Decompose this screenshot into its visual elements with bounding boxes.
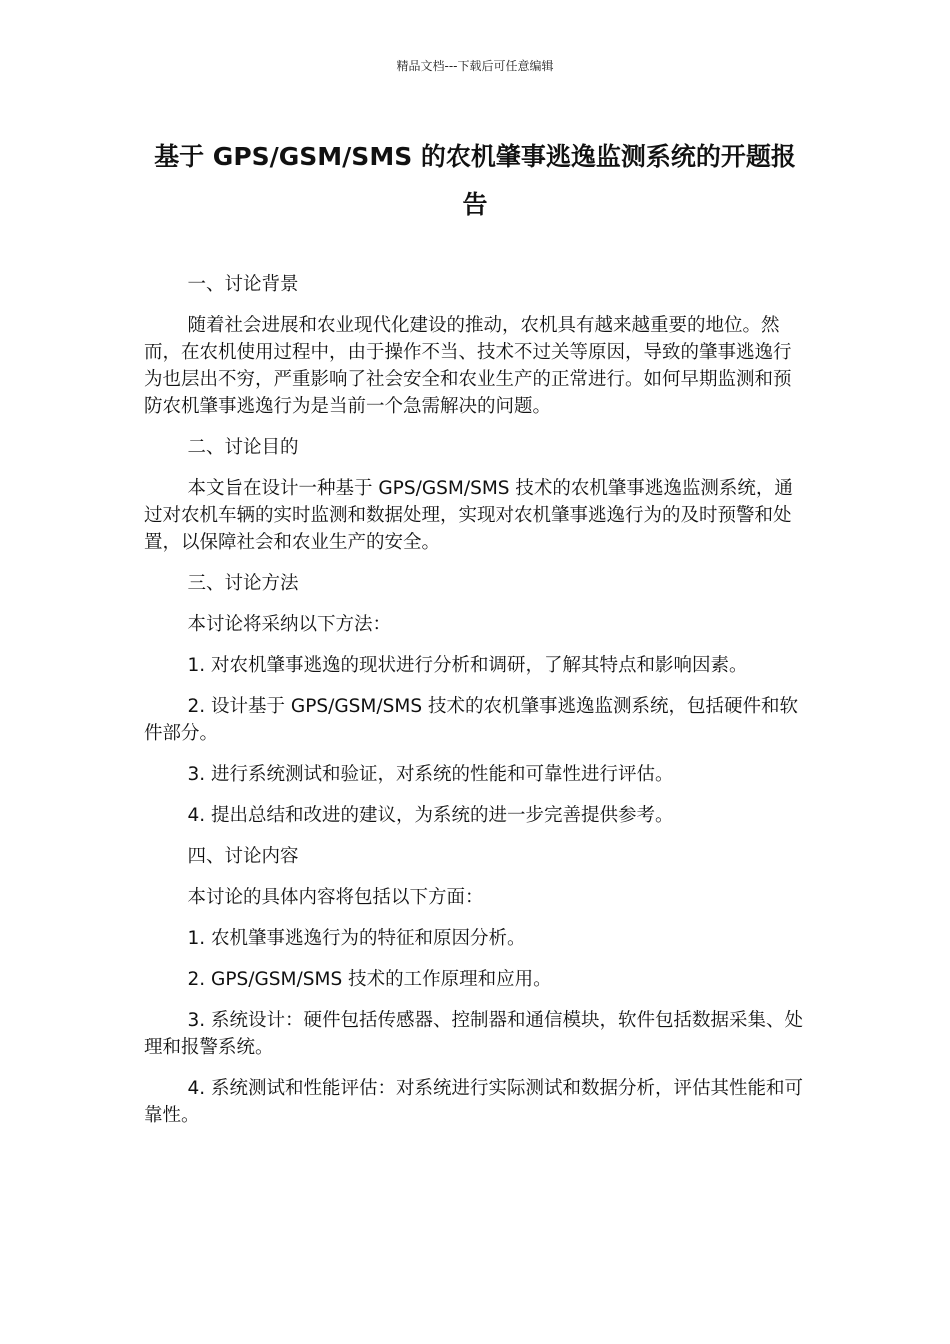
list-item: 4. 系统测试和性能评估：对系统进行实际测试和数据分析，评估其性能和可靠性。 [144, 1078, 804, 1126]
list-item: 3. 系统设计：硬件包括传感器、控制器和通信模块，软件包括数据采集、处理和报警系统。 [144, 1010, 804, 1058]
paragraph-method-intro: 本讨论将采纳以下方法： [187, 614, 391, 635]
section-heading-purpose: 二、讨论目的 [187, 437, 299, 458]
list-item: 2. GPS/GSM/SMS 技术的工作原理和应用。 [187, 969, 552, 990]
list-item: 1. 对农机肇事逃逸的现状进行分析和调研，了解其特点和影响因素。 [187, 655, 748, 676]
list-item: 1. 农机肇事逃逸行为的特征和原因分析。 [187, 928, 526, 949]
paragraph-content-intro: 本讨论的具体内容将包括以下方面： [187, 887, 484, 908]
list-item: 4. 提出总结和改进的建议，为系统的进一步完善提供参考。 [187, 805, 674, 826]
section-heading-content: 四、讨论内容 [187, 846, 299, 867]
section-heading-method: 三、讨论方法 [187, 573, 299, 594]
document-title: 基于 GPS/GSM/SMS 的农机肇事逃逸监测系统的开题报告 [154, 142, 796, 219]
list-item: 3. 进行系统测试和验证，对系统的性能和可靠性进行评估。 [187, 764, 674, 785]
list-item: 2. 设计基于 GPS/GSM/SMS 技术的农机肇事逃逸监测系统，包括硬件和软件部分。 [144, 696, 798, 744]
header-note: 精品文档---下载后可任意编辑 [396, 59, 554, 73]
section-heading-background: 一、讨论背景 [187, 274, 299, 295]
paragraph-purpose: 本文旨在设计一种基于 GPS/GSM/SMS 技术的农机肇事逃逸监测系统，通过对农机车辆的实时监测和数据处理，实现对农机肇事逃逸行为的及时预警和处置，以保障社会和农业生产的安全。 [144, 478, 793, 553]
paragraph-background: 随着社会进展和农业现代化建设的推动，农机具有越来越重要的地位。然而，在农机使用过程中，由于操作不当、技术不过关等原因，导致的肇事逃逸行为也层出不穷，严重影响了社会安全和农业生产的正常进行。如何早期监测和预防农机肇事逃逸行为是当前一个急需解决的问题。 [144, 315, 792, 417]
document-body [144, 271, 808, 1143]
